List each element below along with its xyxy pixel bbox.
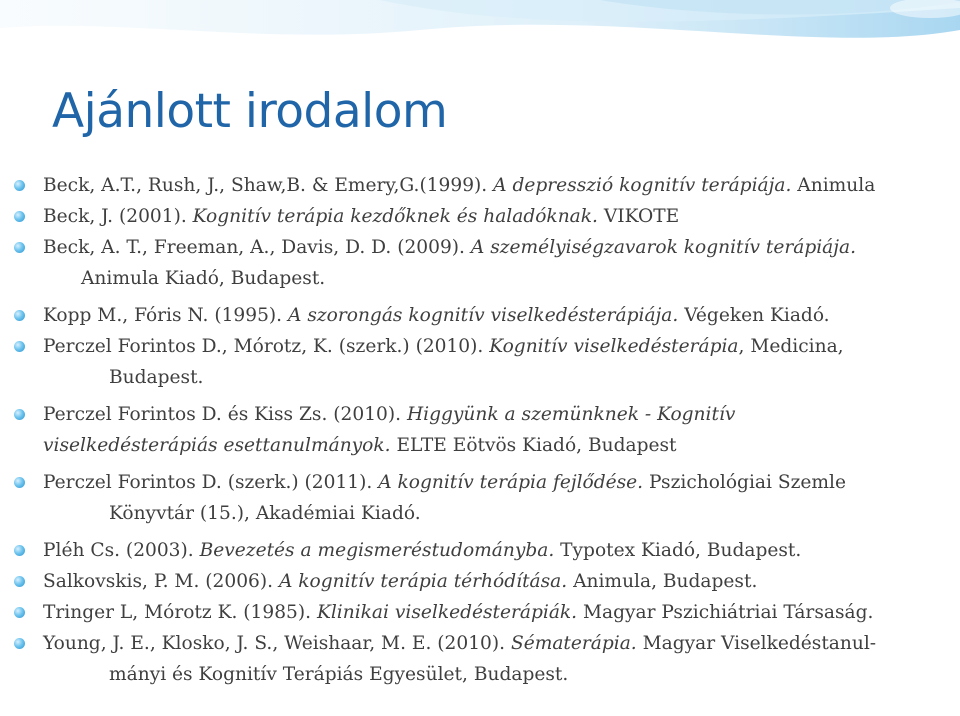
- reference-text: Young, J. E., Klosko, J. S., Weishaar, M. E. (2010).: [43, 633, 511, 654]
- reference-line: [0, 659, 960, 690]
- reference-title: A kognitív terápia térhódítása.: [278, 571, 568, 592]
- reference-text: Könyvtár (15.), Akadémiai Kiadó.: [109, 503, 421, 524]
- reference-item: [0, 566, 960, 597]
- reference-title: Klinikai viselkedésterápiák.: [316, 602, 578, 623]
- reference-text: Pléh Cs. (2003).: [43, 540, 200, 561]
- reference-title: Kognitív terápia kezdőknek és haladóknak.: [192, 206, 598, 227]
- reference-line: [0, 201, 960, 232]
- reference-title: A depresszió kognitív terápiája.: [493, 175, 792, 196]
- reference-text: , Medicina,: [738, 336, 844, 357]
- bullet-dot-icon: [14, 576, 25, 587]
- bullet-dot-icon: [14, 242, 25, 253]
- bullet-dot-icon: [14, 545, 25, 556]
- bullet-dot-icon: [14, 607, 25, 618]
- reference-line: [0, 399, 960, 430]
- reference-item: [0, 170, 960, 201]
- reference-item: [0, 399, 960, 461]
- reference-text: Typotex Kiadó, Budapest.: [554, 540, 802, 561]
- reference-item: [0, 628, 960, 690]
- reference-text: Perczel Forintos D. és Kiss Zs. (2010).: [43, 404, 407, 425]
- reference-text: Magyar Viselkedéstanul-: [636, 633, 877, 654]
- reference-text: Animula, Budapest.: [567, 571, 758, 592]
- reference-line: [0, 467, 960, 498]
- reference-line: [0, 300, 960, 331]
- reference-text: ELTE Eötvös Kiadó, Budapest: [390, 435, 677, 456]
- reference-text: Budapest.: [109, 367, 204, 388]
- reference-line: [0, 232, 960, 263]
- reference-item: [0, 331, 960, 393]
- reference-title: viselkedésterápiás esettanulmányok.: [43, 435, 391, 456]
- reference-title: A szorongás kognitív viselkedésterápiája.: [288, 305, 679, 326]
- bullet-dot-icon: [14, 211, 25, 222]
- wave-decoration: [0, 0, 960, 80]
- reference-text: Pszichológiai Szemle: [643, 472, 846, 493]
- reference-list: [0, 170, 960, 696]
- reference-item: [0, 232, 960, 294]
- reference-item: [0, 201, 960, 232]
- reference-text: Animula Kiadó, Budapest.: [81, 268, 326, 289]
- bullet-dot-icon: [14, 477, 25, 488]
- reference-item: [0, 300, 960, 331]
- reference-line: [0, 535, 960, 566]
- bullet-dot-icon: [14, 310, 25, 321]
- reference-line: [0, 597, 960, 628]
- bullet-dot-icon: [14, 180, 25, 191]
- reference-title: A kognitív terápia fejlődése.: [378, 472, 644, 493]
- reference-text: Tringer L, Mórotz K. (1985).: [43, 602, 317, 623]
- reference-title: A személyiségzavarok kognitív terápiája.: [470, 237, 857, 258]
- reference-line: [0, 170, 960, 201]
- bullet-dot-icon: [14, 638, 25, 649]
- bullet-dot-icon: [14, 341, 25, 352]
- reference-item: [0, 467, 960, 529]
- reference-text: Beck, A.T., Rush, J., Shaw,B. & Emery,G.(1999).: [43, 175, 494, 196]
- bullet-dot-icon: [14, 409, 25, 420]
- reference-line: [0, 331, 960, 362]
- reference-text: mányi és Kognitív Terápiás Egyesület, Budapest.: [109, 664, 569, 685]
- reference-title: Kognitív viselkedésterápia: [489, 336, 739, 357]
- reference-text: Beck, A. T., Freeman, A., Davis, D. D. (2009).: [43, 237, 471, 258]
- reference-text: Perczel Forintos D. (szerk.) (2011).: [43, 472, 379, 493]
- reference-text: Kopp M., Fóris N. (1995).: [43, 305, 288, 326]
- reference-line: [0, 362, 960, 393]
- reference-line: [0, 430, 960, 461]
- reference-text: Beck, J. (2001).: [43, 206, 193, 227]
- reference-title: Higgyünk a szemünknek - Kognitív: [406, 404, 736, 425]
- reference-text: Salkovskis, P. M. (2006).: [43, 571, 279, 592]
- reference-text: Végeken Kiadó.: [678, 305, 830, 326]
- reference-item: [0, 535, 960, 566]
- reference-title: Bevezetés a megismeréstudományba.: [199, 540, 555, 561]
- reference-line: [0, 628, 960, 659]
- reference-line: [0, 263, 960, 294]
- reference-item: [0, 597, 960, 628]
- reference-line: [0, 566, 960, 597]
- reference-line: [0, 498, 960, 529]
- slide-title: Ajánlott irodalom: [52, 84, 448, 139]
- reference-text: Animula: [791, 175, 876, 196]
- reference-text: Perczel Forintos D., Mórotz, K. (szerk.) (2010).: [43, 336, 490, 357]
- reference-text: VIKOTE: [597, 206, 680, 227]
- reference-title: Sématerápia.: [510, 633, 637, 654]
- reference-text: Magyar Pszichiátriai Társaság.: [577, 602, 874, 623]
